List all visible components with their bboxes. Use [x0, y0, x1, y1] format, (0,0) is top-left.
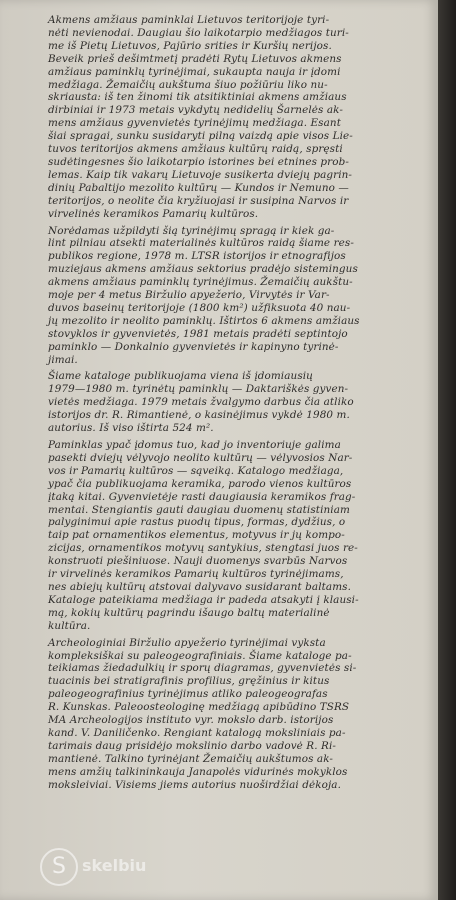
paragraph	[30, 637, 412, 792]
text-line: tarimais daug prisidėjo mokslinio darbo vadovė R. Ri-	[48, 739, 336, 752]
text-line: amžiaus paminklų tyrinėjimai, sukaupta nauja ir įdomi	[48, 65, 341, 78]
text-line: vos ir Pamarių kultūros — sąveiką. Katalogo medžiaga,	[48, 464, 344, 477]
text-line: me iš Pietų Lietuvos, Pajūrio srities ir Kuršių nerijos.	[48, 39, 332, 52]
text-line: autorius. Iš viso ištirta 524 m².	[48, 422, 214, 435]
text-line: mantienė. Talkino tyrinėjant Žemaičių aukštumos ak-	[48, 752, 334, 765]
text-line: lint pilniau atsekti materialinės kultūros raidą šiame res-	[48, 237, 354, 250]
text-line: Norėdamas užpildyti šią tyrinėjimų spragą ir kiek ga-	[48, 224, 335, 237]
text-line: kultūra.	[48, 619, 91, 632]
text-line: tuacinis bei stratigrafinis profilius, gręžinius ir kitus	[48, 675, 330, 688]
text-line: teritorijos, o neolite čia kryžiuojasi ir susipina Narvos ir	[48, 194, 349, 207]
text-line: ypač čia publikuojama keramika, parodo vienos kultūros	[48, 477, 352, 490]
text-line: stovyklos ir gyvenvietės, 1981 metais pradėti septintojo	[48, 327, 348, 340]
text-line: Beveik prieš dešimtmetį pradėti Rytų Lietuvos akmens	[48, 52, 342, 65]
book-edge	[438, 0, 456, 900]
text-line: jimai.	[48, 353, 78, 366]
text-line: MA Archeologijos instituto vyr. mokslo darb. istorijos	[48, 714, 334, 727]
paragraph	[30, 439, 412, 633]
text-line: skriausta: iš ten žinomi tik atsitiktiniai akmens amžiaus	[48, 91, 347, 104]
text-line: mą, kokių kultūrų pagrindu išaugo baltų materialinė	[48, 606, 330, 619]
text-line: dinių Pabaltijo mezolito kultūrų — Kundos ir Nemuno —	[48, 181, 349, 194]
text-line: šiai spragai, sunku susidaryti pilną vaizdą apie visos Lie-	[48, 130, 353, 143]
text-line: pasekti dviejų vėlyvojo neolito kultūrų — vėlyvosios Nar-	[48, 451, 353, 464]
text-line: jų mezolito ir neolito paminklų. Ištirtos 6 akmens amžiaus	[48, 314, 360, 327]
text-line: moje per 4 metus Biržulio apyežerio, Virvytės ir Var-	[48, 289, 330, 302]
paragraph	[30, 225, 412, 367]
text-line: Šiame kataloge publikuojama viena iš įdomiausių	[48, 370, 313, 383]
text-line: duvos baseinų teritorijoje (1800 km²) užfiksuota 40 nau-	[48, 301, 351, 314]
text-line: publikos regione, 1978 m. LTSR istorijos ir etnografijos	[48, 250, 346, 263]
text-line: mens amžių talkininkauja Janapolės vidurinės mokyklos	[48, 765, 348, 778]
text-line: istorijos dr. R. Rimantienė, o kasinėjimus vykdė 1980 m.	[48, 409, 350, 422]
text-line: ir virvelinės keramikos Pamarių kultūros tyrinėjimams,	[48, 568, 344, 581]
text-line: paminklo — Donkalnio gyvenvietės ir kapinyno tyrinė-	[48, 340, 339, 353]
text-line: zicijas, ornamentikos motyvų santykius, stengtasi juos re-	[48, 542, 358, 555]
watermark	[40, 842, 200, 892]
text-line: teikiamas žiedadulkių ir sporų diagramas, gyvenvietės si-	[48, 662, 357, 675]
text-line: 1979—1980 m. tyrinėtų paminklų — Daktariškės gyven-	[48, 383, 349, 396]
text-line: mens amžiaus gyvenvietės tyrinėjimų medžiaga. Esant	[48, 117, 341, 130]
text-line: R. Kunskas. Paleoosteologinę medžiagą apibūdino TSRS	[48, 701, 350, 714]
text-line: virvelinės keramikos Pamarių kultūros.	[48, 207, 259, 220]
text-line: mentai. Stengiantis gauti daugiau duomenų statistiniam	[48, 503, 350, 516]
text-line: paleogeografinius tyrinėjimus atliko paleogeografas	[48, 688, 328, 701]
text-line: Archeologiniai Biržulio apyežerio tyrinėjimai vyksta	[48, 636, 326, 649]
text-line: nėti nevienodai. Daugiau šio laikotarpio medžiagos turi-	[48, 26, 349, 39]
text-line: taip pat ornamentikos elementus, motyvus ir jų kompo-	[48, 529, 345, 542]
text-line: akmens amžiaus paminklų tyrinėjimus. Žemaičių aukštu-	[48, 276, 353, 289]
text-line: palyginimui apie rastus puodų tipus, formas, dydžius, o	[48, 516, 346, 529]
text-line: kand. V. Daniličenko. Rengiant katalogą moksliniais pa-	[48, 726, 346, 739]
text-line: moksleiviai. Visiems jiems autorius nuoširdžiai dėkoja.	[48, 778, 342, 791]
text-line: Paminklas ypač įdomus tuo, kad jo inventoriuje galima	[48, 439, 341, 451]
text-line: muziejaus akmens amžiaus sektorius pradėjo sistemingus	[48, 263, 358, 276]
page-text	[30, 14, 412, 795]
watermark-text: skelbiu	[82, 856, 147, 875]
text-line: nes abiejų kultūrų atstovai dalyvavo susidarant baltams.	[48, 580, 351, 593]
text-line: lemas. Kaip tik vakarų Lietuvoje susikerta dviejų pagrin-	[48, 168, 353, 181]
text-line: vietės medžiaga. 1979 metais žvalgymo darbus čia atliko	[48, 396, 354, 409]
text-line: įtaką kitai. Gyvenvietėje rasti daugiausia keramikos frag-	[48, 490, 356, 503]
watermark-logo: S	[40, 848, 78, 886]
text-line: tuvos teritorijos akmens amžiaus kultūrų raidą, spręsti	[48, 143, 343, 156]
text-line: sudėtingesnes šio laikotarpio istorines bei etnines prob-	[48, 155, 349, 168]
text-line: medžiaga. Žemaičių aukštuma šiuo požiūriu liko nu-	[48, 78, 328, 91]
text-line: kompleksiškai su paleogeografiniais. Šiame kataloge pa-	[48, 649, 352, 662]
paragraph	[30, 370, 412, 435]
text-line: Akmens amžiaus paminklai Lietuvos teritorijoje tyri-	[48, 14, 330, 26]
text-line: dirbiniai ir 1973 metais vykdytų nedidelių Šarnelės ak-	[48, 104, 343, 117]
text-line: konstruoti piešiniuose. Nauji duomenys svarbūs Narvos	[48, 555, 348, 568]
text-line: Kataloge pateikiama medžiaga ir padeda atsakyti į klausi-	[48, 593, 359, 606]
paragraph	[30, 14, 412, 221]
